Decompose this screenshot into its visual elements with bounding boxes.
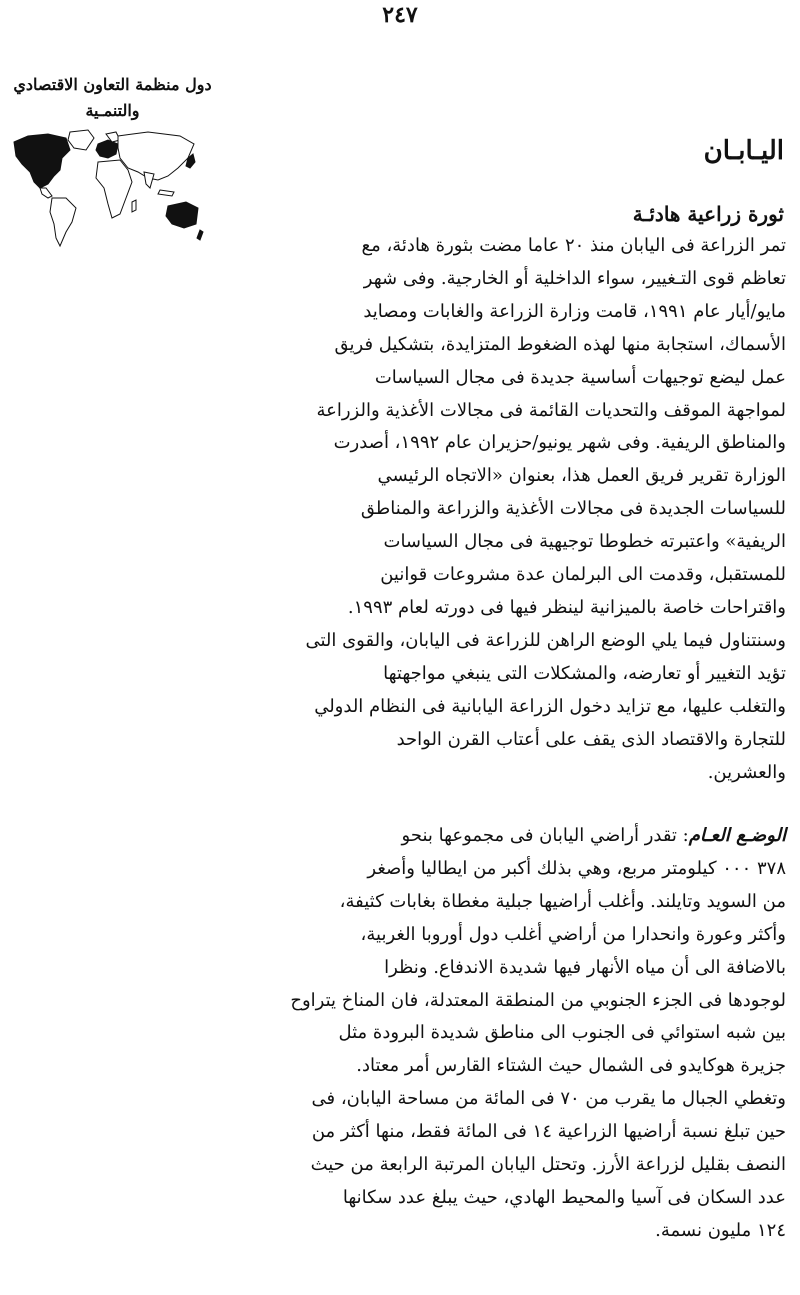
paragraph-body: : تقدر أراضي اليابان فى مجموعها بنحو ٣٧٨ ٠٠٠ كيلومتر مربع، وهي بذلك أكبر من ايطاليا وأصغر من السويد وتايلند. وأغلب أراضيها جبلية مغطاة بغابات كثيفة، وأكثر وعورة وانحدارا من أراضي أغلب دول أوروبا الغربية، بالاضافة الى أن مياه الأنهار فيها شديدة الاندفاع. ونظرا لوجودها فى الجزء الجنوبي من المنطقة المعتدلة، فان المناخ يتراوح بين شبه استوائي فى الجنوب الى مناطق شديدة البرودة مثل جزيرة هوكايدو فى الشمال حيث الشتاء القارس أمر معتاد. وتغطي الجبال ما يقرب من ٧٠ فى المائة من مساحة اليابان، فى حين تبلغ نسبة أراضيها الزراعية ١٤ فى المائة فقط، منها أكثر من النصف بقليل لزراعة الأرز. وتحتل اليابان المرتبة الرابعة من حيث عدد السكان فى آسيا والمحيط الهادي، حيث يبلغ عدد سكانها ١٢٤ مليون نسمة. bbox=[290, 825, 786, 1241]
map-greenland bbox=[68, 130, 94, 150]
body-paragraph-1: تمر الزراعة فى اليابان منذ ٢٠ عاما مضت بثورة هادئة، مع تعاظم قوى التـغيير، سواء الداخلية أو الخارجية. وفى شهر مايو/أيار عام ١٩٩١، قامت وزارة الزراعة والغابات ومصايد الأسماك، استجابة منها لهذه الضغوط المتزايدة، بتشكيل فريق عمل ليضع توجيهات أساسية جديدة فى مجال السياسات لمواجهة الموقف والتحديات القائمة فى مجالات الأغذية والزراعة والمناطق الريفية. وفى شهر يونيو/حزيران عام ١٩٩٢، أصدرت الوزارة تقرير فريق العمل هذا، بعنوان «الاتجاه الرئيسي للسياسات الجديدة فى مجالات الأغذية والزراعة والمناطق الريفية» واعتبرته خطوطا توجيهية فى مجال السياسات للمستقبل، وقدمت الى البرلمان عدة مشروعات قوانين واقتراحات خاصة بالميزانية لينظر فيها فى دورته لعام ١٩٩٣. وسنتناول فيما يلي الوضع الراهن للزراعة فى اليابان، والقوى التى تؤيد التغيير أو تعارضه، والمشكلات التى ينبغي مواجهتها والتغلب عليها، مع تزايد دخول الزراعة اليابانية فى النظام الدولي للتجارة والاقتصاد الذى يقف على أعتاب القرن الواحد والعشرين. bbox=[305, 235, 786, 783]
map-india bbox=[144, 172, 154, 188]
map-australia bbox=[166, 202, 198, 228]
map-indonesia bbox=[158, 190, 174, 196]
country-title: اليـابـان bbox=[703, 136, 784, 166]
page-number: ٢٤٧ bbox=[382, 2, 418, 28]
map-europe bbox=[96, 140, 118, 158]
map-north-america bbox=[14, 134, 70, 188]
world-map bbox=[8, 128, 204, 252]
map-south-america bbox=[50, 198, 76, 246]
map-new-zealand bbox=[197, 230, 203, 240]
paragraph-lead: الوضـع العـام bbox=[688, 825, 786, 846]
section-title: ثورة زراعية هادئـة bbox=[632, 202, 784, 226]
world-map-icon bbox=[8, 128, 204, 252]
map-madagascar bbox=[132, 200, 136, 212]
body-paragraph-2 bbox=[266, 820, 786, 1248]
sidebar-caption: دول منظمة التعاون الاقتصادي والتنمـية bbox=[13, 75, 212, 120]
map-africa bbox=[96, 160, 132, 218]
map-central-america bbox=[40, 188, 52, 198]
